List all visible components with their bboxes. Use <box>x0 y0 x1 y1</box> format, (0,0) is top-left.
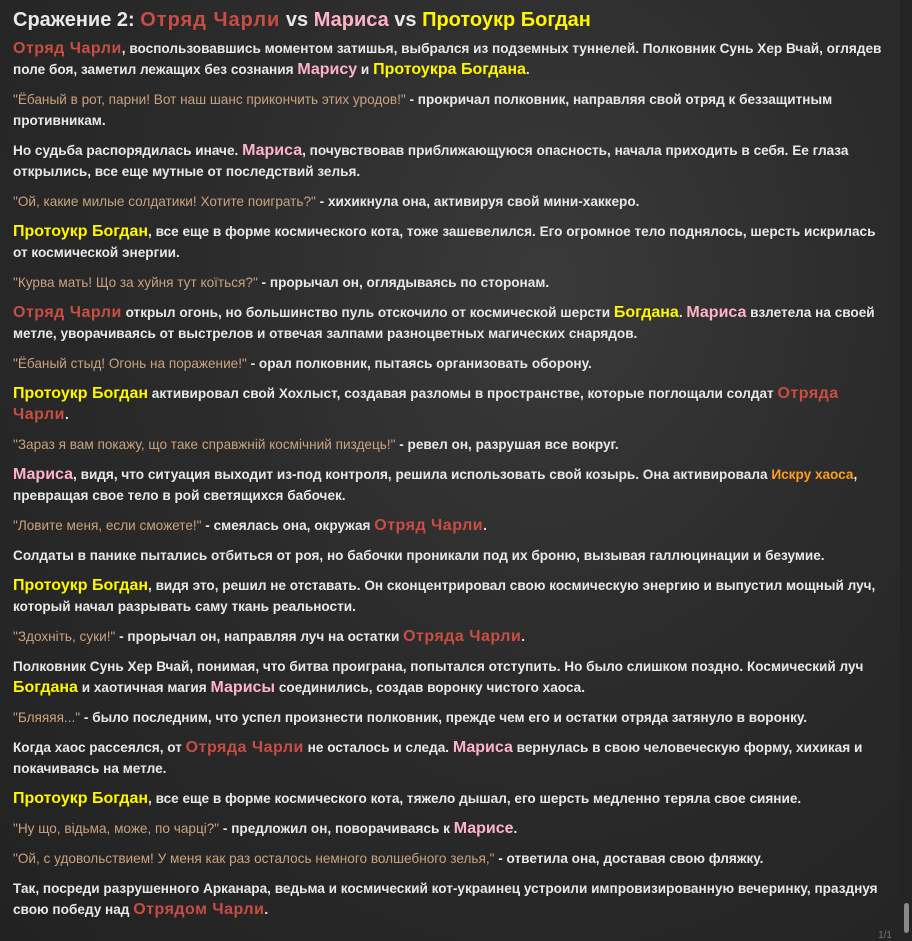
quote-text: "Ой, какие милые солдатики! Хотите поиграть?" <box>13 194 316 209</box>
narration-text: - предложил он, поворачиваясь к <box>219 821 454 836</box>
paragraph <box>13 707 888 728</box>
narration-text: , все еще в форме космического кота, тоже зашевелился. Его огромное тело поднялось, шерсть искрилась от космической энергии. <box>13 224 876 260</box>
narration-text: - прорычал он, оглядываясь по сторонам. <box>257 275 550 290</box>
paragraph <box>13 89 888 131</box>
paragraph <box>13 878 888 920</box>
narration-text: не осталось и следа. <box>303 740 453 755</box>
narration-text: - ревел он, разрушая все вокруг. <box>395 437 619 452</box>
title-prefix: Сражение 2: <box>13 9 141 31</box>
marisa-name: Мариса <box>452 739 513 756</box>
paragraph <box>13 575 888 617</box>
narration-text: , превращая свое тело в рой светящихся бабочек. <box>13 467 858 503</box>
marisa-name: Марисе <box>453 820 514 837</box>
narration-text: - орал полковник, пытаясь организовать оборону. <box>246 356 592 371</box>
narration-text: - ответила она, доставая свою фляжку. <box>494 851 764 866</box>
paragraph <box>13 353 888 374</box>
narration-text: - смеялась она, окружая <box>201 518 375 533</box>
paragraph <box>13 464 888 506</box>
title-charlie: Отряд Чарли <box>140 9 281 31</box>
charlie-name: Отряд Чарли <box>374 517 484 534</box>
paragraph <box>13 38 888 80</box>
narration-text: открыл огонь, но большинство пуль отскочило от космической шерсти <box>121 305 614 320</box>
narration-text: , все еще в форме космического кота, тяжело дышал, его шерсть медленно теряла свое сияние. <box>148 791 802 806</box>
bogdan-name: Богдана <box>613 304 679 321</box>
title-vs-1: vs <box>280 9 314 31</box>
paragraph <box>13 626 888 647</box>
marisa-name: Марисы <box>210 679 276 696</box>
message-title <box>13 8 888 32</box>
charlie-name: Отряд Чарли <box>13 40 122 57</box>
spark-name: Искру хаоса <box>771 467 854 482</box>
narration-text: , почувствовав приближающуюся опасность, начала приходить в себя. Ее глаза открылись, все еще мутные от последствий зелья. <box>13 143 849 179</box>
narration-text: Но судьба распорядилась иначе. <box>13 143 243 158</box>
narration-text: вернулась в свою человеческую форму, хихикая и покачиваясь на метле. <box>13 740 863 776</box>
paragraph <box>13 788 888 809</box>
paragraph <box>13 434 888 455</box>
bogdan-name: Протоукр Богдан <box>13 577 149 594</box>
narration-text: . <box>513 821 518 836</box>
bogdan-name: Протоукр Богдан <box>13 385 149 402</box>
narration-text: активировал свой Хохлыст, создавая разломы в пространстве, которые поглощали солдат <box>148 386 778 401</box>
paragraph <box>13 272 888 293</box>
marisa-name: Мариса <box>686 304 747 321</box>
narration-text: Солдаты в панике пытались отбиться от роя, но бабочки проникали под их броню, вызывая галлюцинации и безумие. <box>13 548 825 563</box>
title-bogdan: Протоукр Богдан <box>422 9 591 31</box>
bogdan-name: Протоукр Богдан <box>13 790 149 807</box>
title-vs-2: vs <box>388 9 423 31</box>
quote-text: "Ну що, відьма, може, по чарці?" <box>13 821 220 836</box>
paragraph <box>13 515 888 536</box>
message-body <box>13 38 888 920</box>
narration-text: , воспользовавшись моментом затишья, выбрался из подземных туннелей. Полковник Сунь Хер Вчай, оглядев поле боя, заметил лежащих без сознания <box>13 41 882 77</box>
narration-text: . <box>65 407 69 422</box>
narration-text: . <box>264 902 269 917</box>
quote-text: "Зараз я вам покажу, що таке справжній космічний пиздець!" <box>13 437 396 452</box>
scrollbar-thumb[interactable] <box>904 903 909 933</box>
narration-text: - прорычал он, направляя луч на остатки <box>115 629 404 644</box>
narration-text: и <box>357 62 374 77</box>
narration-text: . <box>521 629 526 644</box>
scrollbar[interactable] <box>900 0 912 941</box>
quote-text: "Ёбаный стыд! Огонь на поражение!" <box>13 356 247 371</box>
narration-text: . <box>483 518 487 533</box>
narration-text: соединились, создав воронку чистого хаоса. <box>275 680 585 695</box>
narration-text: Так, посреди разрушенного Арканара, ведьма и космический кот-украинец устроили импровизированную вечеринку, празднуя свою победу над <box>13 881 878 917</box>
narration-text: - прокричал полковник, направляя свой отряд к беззащитным противникам. <box>13 92 833 128</box>
narration-text: Когда хаос рассеялся, от <box>13 740 186 755</box>
narration-text: - хихикнула она, активируя свой мини-хаккеро. <box>315 194 640 209</box>
charlie-name: Отряд Чарли <box>13 304 122 321</box>
charlie-name: Отрядом Чарли <box>133 901 265 918</box>
quote-text: "Курва мать! Що за хуйня тут коїться?" <box>13 275 258 290</box>
bogdan-name: Протоукр Богдан <box>13 223 149 240</box>
narration-text: , видя это, решил не отставать. Он сконцентрировал свою космическую энергию и выпустил мощный луч, который начал разрывать саму ткань реальности. <box>13 578 876 614</box>
charlie-name: Отряда Чарли <box>185 739 304 756</box>
marisa-name: Мариса <box>242 142 303 159</box>
paragraph <box>13 140 888 182</box>
paragraph <box>13 656 888 698</box>
narration-text: Полковник Сунь Хер Вчай, понимая, что битва проиграна, попытался отступить. Но было слишком поздно. Космический луч <box>13 659 864 674</box>
quote-text: "Ёбаный в рот, парни! Вот наш шанс прикончить этих уродов!" <box>13 92 406 107</box>
paragraph <box>13 383 888 425</box>
marisa-name: Марису <box>297 61 358 78</box>
paragraph <box>13 545 888 566</box>
charlie-name: Отряда Чарли <box>403 628 522 645</box>
narration-text: , видя, что ситуация выходит из-под контроля, решила использовать свой козырь. Она активировала <box>73 467 772 482</box>
narration-text: взлетела на своей метле, уворачиваясь от выстрелов и отвечая залпами разноцветных магических снарядов. <box>13 305 875 341</box>
bogdan-name: Богдана <box>13 679 78 696</box>
marisa-name: Мариса <box>13 466 74 483</box>
narration-text: . <box>525 62 530 77</box>
paragraph <box>13 737 888 779</box>
page-counter: 1/1 <box>878 930 892 941</box>
quote-text: "Бляяяя..." <box>13 710 81 725</box>
paragraph <box>13 191 888 212</box>
narration-text: и хаотичная магия <box>77 680 211 695</box>
narration-text: - было последним, что успел произнести полковник, прежде чем его и остатки отряда затянуло в воронку. <box>80 710 808 725</box>
bogdan-name: Протоукра Богдана <box>373 61 526 78</box>
paragraph <box>13 848 888 869</box>
quote-text: "Ой, с удовольствием! У меня как раз осталось немного волшебного зелья," <box>13 851 495 866</box>
paragraph <box>13 221 888 263</box>
title-marisa: Мариса <box>313 9 389 31</box>
quote-text: "Ловите меня, если сможете!" <box>13 518 202 533</box>
quote-text: "Здохніть, суки!" <box>13 629 116 644</box>
paragraph <box>13 302 888 344</box>
paragraph <box>13 818 888 839</box>
charlie-name: Отряда Чарли <box>13 385 839 423</box>
narration-text: . <box>678 305 687 320</box>
